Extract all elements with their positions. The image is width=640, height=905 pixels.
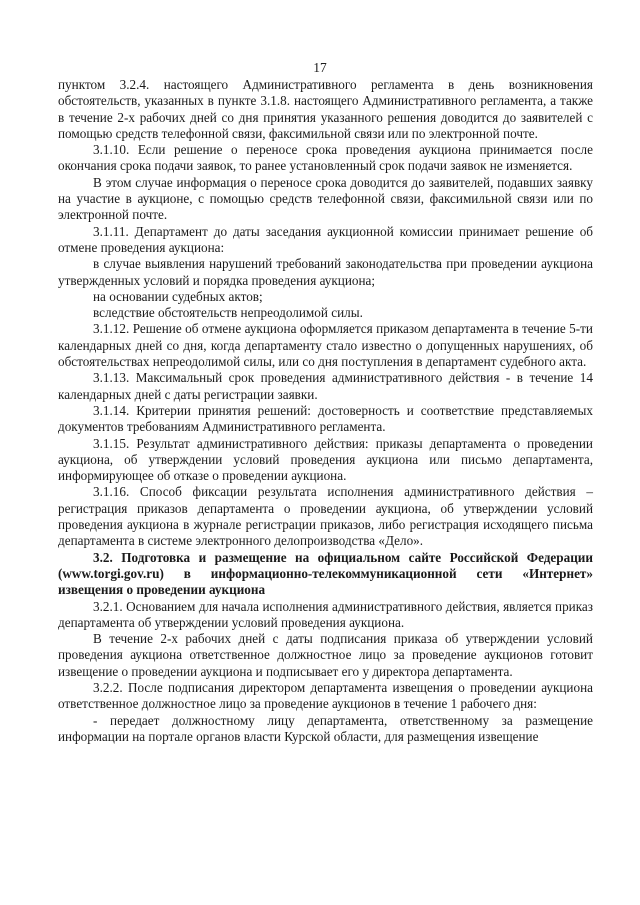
paragraph-3-1-12: 3.1.12. Решение об отмене аукциона оформляется приказом департамента в течение 5-ти календарных дней со дня, когда департаменту стало известно о допущенных нарушениях, об обстоятельствах непреодолимой силы, или со дня поступления в департамент судебного акта.: [58, 321, 593, 370]
list-item-court-acts: на основании судебных актов;: [93, 288, 263, 304]
paragraph-3-1-10: 3.1.10. Если решение о переносе срока проведения аукциона принимается после окончания срока подачи заявок, то ранее установленный срок подачи заявок не изменяется.: [58, 142, 593, 174]
paragraph-3-1-13: 3.1.13. Максимальный срок проведения административного действия - в течение 14 календарных дней с даты регистрации заявки.: [58, 370, 593, 402]
list-item-violations: в случае выявления нарушений требований законодательства при проведении аукциона утвержденных условий и порядка проведения аукциона;: [58, 256, 593, 288]
document-body: [58, 77, 593, 745]
paragraph-transfer-info: В этом случае информация о переносе срока доводится до заявителей, подавших заявку на участие в аукционе, с помощью средств телефонной связи, факсимильной связи или по электронной почте.: [58, 174, 593, 223]
list-item-force-majeure: вследствие обстоятельств непреодолимой силы.: [93, 305, 363, 321]
paragraph-3-1-11: 3.1.11. Департамент до даты заседания аукционной комиссии принимает решение об отмене проведения аукциона:: [58, 223, 593, 255]
paragraph-3-2-1: 3.2.1. Основанием для начала исполнения административного действия, является приказ департамента об утверждении условий проведения аукциона.: [58, 598, 593, 630]
paragraph-notice-preparation: В течение 2-х рабочих дней с даты подписания приказа об утверждении условий проведения аукциона ответственное должностное лицо за проведение аукционов готовит извещение о проведении аукциона и подписывает его у директора департамента.: [58, 631, 593, 679]
paragraph-3-1-14: 3.1.14. Критерии принятия решений: достоверность и соответствие представляемых документов требованиям Административного регламента.: [58, 402, 593, 435]
paragraph-3-2-2: 3.2.2. После подписания директором департамента извещения о проведении аукциона ответственное должностное лицо за проведение аукционов в течение 1 рабочего дня:: [58, 679, 593, 712]
paragraph-continuation: пунктом 3.2.4. настоящего Административного регламента в день возникновения обстоятельств, указанных в пункте 3.1.8. настоящего Административного регламента, а также в течение 2-х рабочих дней со дня принятия указанного решения доводится до заявителей с помощью средств телефонной связи, факсимильной связи или по электронной почте.: [58, 77, 593, 141]
list-item-portal-transfer: - передает должностному лицу департамента, ответственному за размещение информации на портале органов власти Курской области, для размещения извещение: [58, 712, 593, 744]
paragraph-3-1-15: 3.1.15. Результат административного действия: приказы департамента о проведении аукциона, об утверждении условий проведения аукциона или письмо департамента, информирующее об отказе о проведении аукциона.: [58, 435, 593, 484]
paragraph-3-1-16: 3.1.16. Способ фиксации результата исполнения административного действия – регистрация приказов департамента о проведении аукциона, об утверждении условий проведения аукциона в журнале регистрации приказов, либо регистрация исходящего письма департамента в системе электронного делопроизводства «Дело».: [58, 484, 593, 549]
page-number: 17: [313, 60, 327, 75]
section-heading-3-2: 3.2. Подготовка и размещение на официальном сайте Российской Федерации (www.torgi.gov.ru) в информационно-телекоммуникационной сети «Интернет» извещения о проведении аукциона: [58, 549, 593, 598]
